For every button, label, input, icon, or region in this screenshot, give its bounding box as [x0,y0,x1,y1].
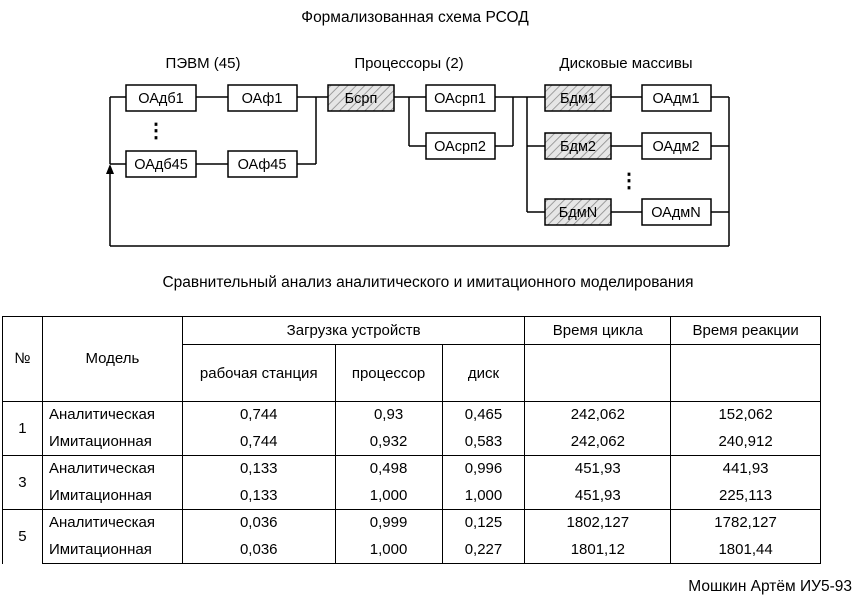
cell-workstation: 0,744 [182,402,335,429]
node-oadm2 [642,133,711,159]
table-row [3,510,821,537]
cell-disk: 0,125 [442,510,525,537]
diagram-title: Формализованная схема РСОД [301,9,529,26]
header-cycle-time: Время цикла [525,317,671,345]
node-oadb1 [126,85,196,111]
node-oaf45 [228,151,297,177]
svg-text:ОАдб1: ОАдб1 [138,91,184,107]
table-row [3,429,821,456]
cell-workstation: 0,133 [182,483,335,510]
group-label-processors: Процессоры (2) [354,55,464,72]
svg-text:Бдм1: Бдм1 [559,91,597,107]
node-oadm1 [642,85,711,111]
group-label-disks: Дисковые массивы [559,55,693,72]
header-processor: процессор [335,345,442,402]
cell-processor: 0,999 [335,510,442,537]
cell-disk: 0,583 [442,429,525,456]
table-row [3,483,821,510]
rsod-diagram [0,0,856,265]
node-bdm2 [545,133,611,159]
cell-workstation: 0,744 [182,429,335,456]
author-signature: Мошкин Артём ИУ5-93 [688,578,852,595]
header-load: Загрузка устройств [182,317,525,345]
svg-text:Бсрп: Бсрп [344,91,378,107]
cell-processor: 1,000 [335,483,442,510]
cell-model: Аналитическая [42,510,182,537]
header-row-1 [3,317,821,345]
cell-processor: 0,93 [335,402,442,429]
svg-text:ОАдб45: ОАдб45 [134,157,188,173]
cell-disk: 1,000 [442,483,525,510]
cell-reaction: 240,912 [671,429,821,456]
ellipsis-disks: ⋮ [619,170,639,192]
cell-reaction: 1782,127 [671,510,821,537]
svg-text:ОАдм1: ОАдм1 [652,91,700,107]
row-number: 1 [3,402,43,456]
cell-model: Аналитическая [42,456,182,483]
cell-cycle: 451,93 [525,456,671,483]
cell-disk: 0,227 [442,537,525,564]
node-bsrp [328,85,394,111]
svg-text:ОАсрп1: ОАсрп1 [434,91,486,107]
header-reaction-blank [671,345,821,402]
table-row [3,537,821,564]
node-bdmn [545,199,611,225]
cell-cycle: 1802,127 [525,510,671,537]
svg-text:БдмN: БдмN [558,205,598,221]
cell-reaction: 152,062 [671,402,821,429]
svg-text:ОАсрп2: ОАсрп2 [434,139,486,155]
node-oasrp1 [426,85,495,111]
comparison-table [2,316,821,564]
node-oaf1 [228,85,297,111]
cell-processor: 1,000 [335,537,442,564]
svg-text:ОАф1: ОАф1 [241,91,283,107]
svg-text:ОАдм2: ОАдм2 [652,139,700,155]
cell-model: Аналитическая [42,402,182,429]
cell-cycle: 242,062 [525,402,671,429]
table-row [3,456,821,483]
cell-model: Имитационная [42,429,182,456]
comparison-title: Сравнительный анализ аналитического и имитационного моделирования [162,274,694,291]
cell-reaction: 1801,44 [671,537,821,564]
row-number: 3 [3,456,43,510]
cell-processor: 0,498 [335,456,442,483]
feedback-arrow-icon [106,164,114,174]
cell-cycle: 1801,12 [525,537,671,564]
svg-text:ОАдмN: ОАдмN [651,205,701,221]
cell-workstation: 0,036 [182,510,335,537]
cell-reaction: 441,93 [671,456,821,483]
cell-disk: 0,465 [442,402,525,429]
cell-disk: 0,996 [442,456,525,483]
header-reaction-time: Время реакции [671,317,821,345]
table-row [3,402,821,429]
header-model: Модель [42,317,182,402]
svg-text:ОАф45: ОАф45 [237,157,287,173]
node-bdm1 [545,85,611,111]
header-workstation: рабочая станция [182,345,335,402]
cell-reaction: 225,113 [671,483,821,510]
cell-model: Имитационная [42,537,182,564]
row-number: 5 [3,510,43,564]
cell-model: Имитационная [42,483,182,510]
node-oasrp2 [426,133,495,159]
group-label-pc: ПЭВМ (45) [165,55,241,72]
header-num: № [3,317,43,402]
node-oadmn [642,199,711,225]
cell-cycle: 451,93 [525,483,671,510]
cell-workstation: 0,036 [182,537,335,564]
ellipsis-pc: ⋮ [146,120,166,142]
node-oadb45 [126,151,196,177]
cell-cycle: 242,062 [525,429,671,456]
header-disk: диск [442,345,525,402]
header-cycle-blank [525,345,671,402]
svg-text:Бдм2: Бдм2 [559,139,597,155]
cell-workstation: 0,133 [182,456,335,483]
cell-processor: 0,932 [335,429,442,456]
